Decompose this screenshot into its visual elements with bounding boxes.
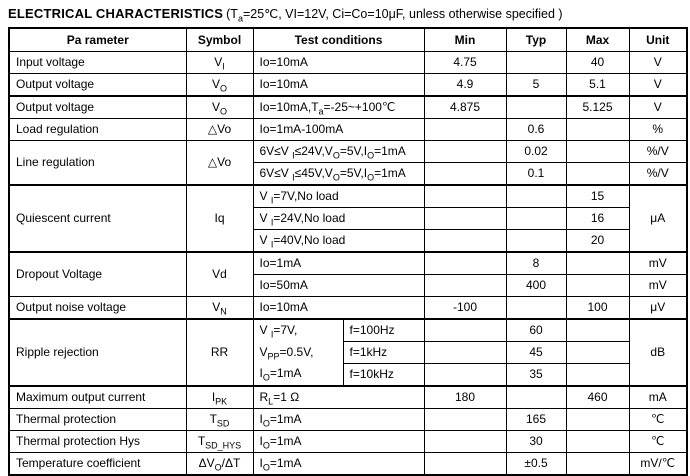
cell-empty <box>424 252 506 275</box>
cell-unit: μV <box>629 297 687 320</box>
col-header-symbol: Symbol <box>186 28 253 52</box>
cell-empty <box>424 230 506 253</box>
cell-symbol: $\Delta V_O/\Delta T$ <box>186 453 253 476</box>
table-row <box>9 319 687 342</box>
col-header-max: Max <box>566 28 629 52</box>
cell-unit: mV <box>629 275 687 297</box>
cell-parameter: Ripple rejection <box>9 319 186 386</box>
cell-empty <box>566 319 629 342</box>
cell-max: 460 <box>566 386 629 409</box>
cell-test-condition-line: $V_{PP}=0.5V$, <box>259 344 314 361</box>
cell-symbol: $T_{SD}$ <box>186 409 253 431</box>
cell-max: 100 <box>566 297 629 320</box>
cell-typ: 5 <box>506 74 566 97</box>
cell-max: 40 <box>566 52 629 74</box>
cell-empty <box>566 364 629 387</box>
cell-typ: ±0.5 <box>506 453 566 476</box>
cell-unit: V <box>629 52 687 74</box>
cell-empty <box>506 297 566 320</box>
cell-unit: V <box>629 74 687 97</box>
cell-empty <box>566 453 629 476</box>
cell-min: 4.9 <box>424 74 506 97</box>
cell-max: 15 <box>566 185 629 208</box>
cell-parameter: Thermal protection <box>9 409 186 431</box>
cell-test-condition: $I_O=1mA$ <box>253 431 424 453</box>
table-row <box>9 297 687 320</box>
col-header-unit: Unit <box>629 28 687 52</box>
cell-symbol: RR <box>186 319 253 386</box>
cell-symbol: Iq <box>186 185 253 252</box>
cell-empty <box>424 119 506 141</box>
cell-max: 20 <box>566 230 629 253</box>
cell-test-condition: $Io=10mA,T_a=-25\sim+100℃$ <box>253 96 424 119</box>
cell-min: 180 <box>424 386 506 409</box>
cell-empty <box>506 185 566 208</box>
cell-empty <box>424 431 506 453</box>
cell-max: 16 <box>566 208 629 230</box>
table-row <box>9 141 687 163</box>
table-row <box>9 185 687 208</box>
cell-parameter: Output voltage <box>9 96 186 119</box>
cell-symbol: $V_N$ <box>186 297 253 320</box>
cell-max: 5.1 <box>566 74 629 97</box>
cell-parameter: Quiescent current <box>9 185 186 252</box>
cell-empty <box>506 386 566 409</box>
cell-test-condition-group <box>253 319 343 386</box>
cell-parameter: Output noise voltage <box>9 297 186 320</box>
cell-empty <box>424 208 506 230</box>
table-row <box>9 96 687 119</box>
cell-symbol: Vd <box>186 252 253 297</box>
table-row <box>9 74 687 97</box>
section-title: ELECTRICAL CHARACTERISTICS <box>8 6 224 21</box>
cell-empty <box>424 342 506 364</box>
cell-unit: μA <box>629 185 687 252</box>
cell-unit: mA <box>629 386 687 409</box>
cell-parameter: Line regulation <box>9 141 186 186</box>
cell-test-condition: Io=10mA <box>253 52 424 74</box>
cell-parameter: Maximum output current <box>9 386 186 409</box>
cell-symbol: △Vo <box>186 141 253 186</box>
cell-empty <box>506 96 566 119</box>
cell-typ: 0.1 <box>506 163 566 186</box>
table-row <box>9 119 687 141</box>
cell-test-condition: V $_I$=24V,No load <box>253 208 424 230</box>
electrical-characteristics-table <box>8 27 688 476</box>
cell-unit: % <box>629 119 687 141</box>
cell-unit: mV <box>629 252 687 275</box>
cell-test-condition: $R_L=1$ Ω <box>253 386 424 409</box>
cell-test-condition: Io=50mA <box>253 275 424 297</box>
cell-unit: ℃ <box>629 409 687 431</box>
cell-empty <box>566 163 629 186</box>
cell-frequency: f=10kHz <box>343 364 424 387</box>
cell-test-condition: $I_O=1mA$ <box>253 409 424 431</box>
cell-unit: %/V <box>629 141 687 163</box>
cell-empty <box>424 453 506 476</box>
cell-empty <box>424 185 506 208</box>
table-row <box>9 409 687 431</box>
cell-typ: 400 <box>506 275 566 297</box>
cell-unit: ℃ <box>629 431 687 453</box>
cell-parameter: Output voltage <box>9 74 186 97</box>
cell-empty <box>566 275 629 297</box>
cell-typ: 60 <box>506 319 566 342</box>
cell-parameter: Input voltage <box>9 52 186 74</box>
cell-test-condition: 6V≤V $_I\le 24V,V_O=5V,I_O=1mA$ <box>253 141 424 163</box>
cell-test-condition: V $_I$=40V,No load <box>253 230 424 253</box>
cell-typ: 45 <box>506 342 566 364</box>
cell-unit: mV/℃ <box>629 453 687 476</box>
cell-min: -100 <box>424 297 506 320</box>
cell-empty <box>424 163 506 186</box>
cell-symbol: $V_O$ <box>186 96 253 119</box>
cell-empty <box>424 275 506 297</box>
col-header-min: Min <box>424 28 506 52</box>
cell-min: 4.75 <box>424 52 506 74</box>
cell-symbol: $I_{PK}$ <box>186 386 253 409</box>
cell-typ: 0.02 <box>506 141 566 163</box>
cell-symbol: $T_{SD\_HYS}$ <box>186 431 253 453</box>
cell-test-condition-line: V $_I$=7V, <box>259 323 298 340</box>
cell-test-condition: Io=1mA <box>253 252 424 275</box>
cell-empty <box>506 52 566 74</box>
cell-frequency: f=100Hz <box>343 319 424 342</box>
cell-empty <box>424 141 506 163</box>
cell-unit: dB <box>629 319 687 386</box>
page-title <box>8 5 690 23</box>
cell-parameter: Temperature coefficient <box>9 453 186 476</box>
cell-parameter: Load regulation <box>9 119 186 141</box>
cell-parameter: Thermal protection Hys <box>9 431 186 453</box>
cell-test-condition: V $_I$=7V,No load <box>253 185 424 208</box>
cell-empty <box>506 208 566 230</box>
header-row <box>9 28 687 52</box>
cell-test-condition: Io=10mA <box>253 74 424 97</box>
cell-empty <box>424 319 506 342</box>
cell-test-condition: 6V≤V $_I\le 45V,V_O=5V,I_O=1mA$ <box>253 163 424 186</box>
cell-empty <box>424 409 506 431</box>
table-row <box>9 252 687 275</box>
cell-empty <box>506 230 566 253</box>
cell-test-condition: Io=10mA <box>253 297 424 320</box>
cell-empty <box>566 342 629 364</box>
col-header-test-conditions: Test conditions <box>253 28 424 52</box>
cell-parameter: Dropout Voltage <box>9 252 186 297</box>
cell-unit: %/V <box>629 163 687 186</box>
cell-typ: 0.6 <box>506 119 566 141</box>
cell-typ: 30 <box>506 431 566 453</box>
cell-symbol: △Vo <box>186 119 253 141</box>
cell-empty <box>566 119 629 141</box>
cell-empty <box>424 364 506 387</box>
cell-test-condition: Io=1mA-100mA <box>253 119 424 141</box>
table-row <box>9 386 687 409</box>
cell-symbol: $V_O$ <box>186 74 253 97</box>
cell-empty <box>566 141 629 163</box>
cell-typ: 35 <box>506 364 566 387</box>
section-title-conditions: ($T_a=25℃$, VI=12V, Ci=Co=10μF, unless otherwise specified ) <box>226 7 563 24</box>
cell-min: 4.875 <box>424 96 506 119</box>
cell-empty <box>566 431 629 453</box>
cell-test-condition: $I_O=1mA$ <box>253 453 424 476</box>
cell-empty <box>566 252 629 275</box>
cell-max: 5.125 <box>566 96 629 119</box>
table-row <box>9 52 687 74</box>
cell-symbol: $V_I$ <box>186 52 253 74</box>
cell-typ: 8 <box>506 252 566 275</box>
col-header-typ: Typ <box>506 28 566 52</box>
cell-frequency: f=1kHz <box>343 342 424 364</box>
cell-test-condition-line: $I_O=1mA$ <box>259 366 302 383</box>
cell-empty <box>566 409 629 431</box>
table-row <box>9 453 687 476</box>
cell-unit: V <box>629 96 687 119</box>
cell-typ: 165 <box>506 409 566 431</box>
table-row <box>9 431 687 453</box>
col-header-parameter: Pa rameter <box>9 28 186 52</box>
